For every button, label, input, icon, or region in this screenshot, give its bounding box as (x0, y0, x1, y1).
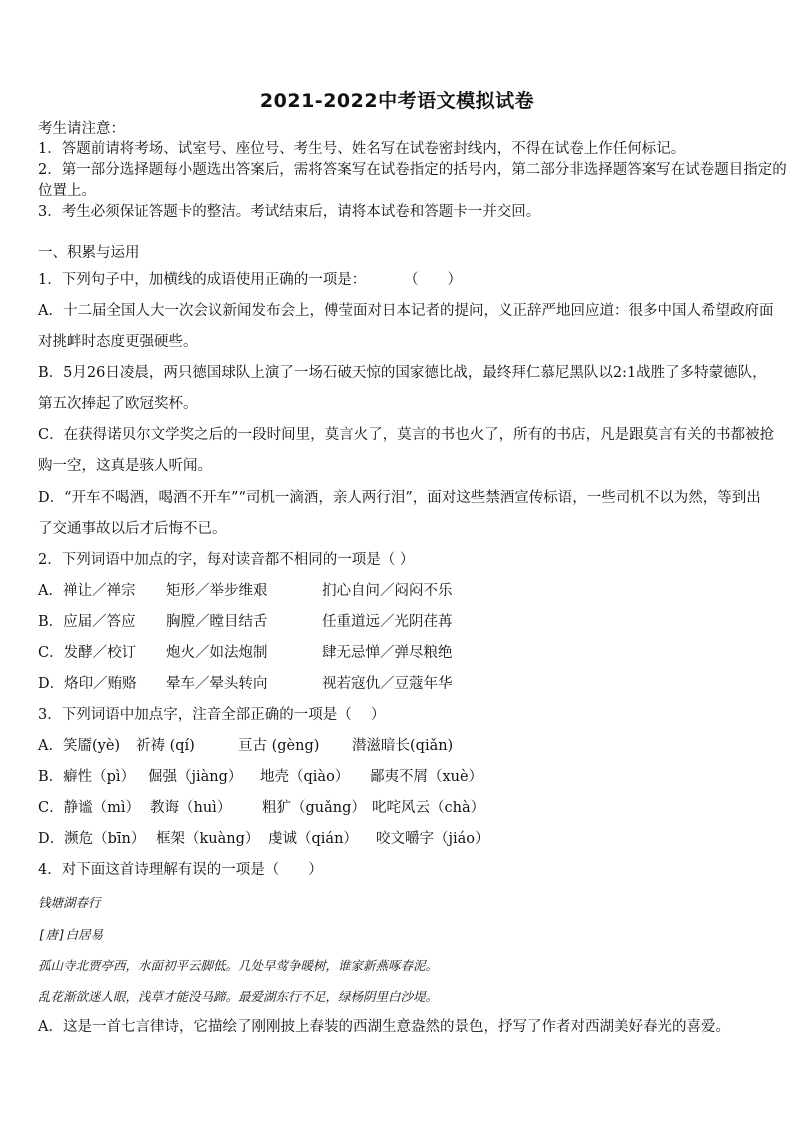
q3-option: 亘古 (gèng) (238, 738, 320, 754)
q1-line: B．5月26日凌晨，两只德国球队上演了一场石破天惊的国家德比战，最终拜仁慕尼黑队以2:1战胜了多特蒙德队， (38, 365, 767, 381)
q2-option: 肆无忌惮／弹尽粮绝 (322, 645, 453, 661)
q2-option: 炮火／如法炮制 (166, 645, 268, 661)
q1-line: D．“开车不喝酒，喝酒不开车”“司机一滴酒，亲人两行泪”，面对这些禁酒宣传标语，一些司机不以为然，等到出 (38, 490, 761, 506)
q4-stem: 4．对下面这首诗理解有误的一项是（ ） (38, 862, 323, 878)
q2-option: 晕车／晕头转向 (166, 676, 268, 692)
notice-line: 位置上。 (38, 183, 96, 199)
q1-line: A．十二届全国人大一次会议新闻发布会上，傅莹面对日本记者的提问，义正辞严地回应道：很多中国人希望政府面 (38, 303, 774, 319)
q3-option: 粗犷（guǎng） (262, 800, 366, 816)
q3-option: 祈祷 (qí) (136, 738, 195, 754)
notice-line: 2．第一部分选择题每小题选出答案后，需将答案写在试卷指定的括号内，第二部分非选择题答案写在试卷题目指定的 (38, 162, 787, 178)
q2-option: 胸膛／瞠目结舌 (166, 614, 268, 630)
q2-option: 矩形／举步维艰 (166, 583, 268, 599)
q2-option: B．应届／答应 (38, 614, 136, 630)
q3-option: 叱咤风云（chà） (372, 800, 486, 816)
q1-answer-paren: （ ） (404, 272, 462, 288)
q3-option: 倔强（jiàng） (148, 769, 243, 785)
q1-line: C．在获得诺贝尔文学奖之后的一段时间里，莫言火了，莫言的书也火了，所有的书店，凡是跟莫言有关的书都被抢 (38, 427, 775, 443)
q3-option: 虔诚（qián） (268, 831, 358, 847)
q2-option: 扪心自问／闷闷不乐 (322, 583, 453, 599)
q3-option: 教诲（huì） (150, 800, 232, 816)
q2-option: 任重道远／光阴荏苒 (322, 614, 453, 630)
q3-option: C．静谧（mì） (38, 800, 140, 816)
q4-option-a: A．这是一首七言律诗，它描绘了刚刚披上春装的西湖生意盎然的景色，抒写了作者对西湖美好春光的喜爱。 (38, 1019, 730, 1035)
page-title: 2021-2022中考语文模拟试卷 (259, 90, 535, 112)
q2-option: C．发酵／校订 (38, 645, 137, 661)
poem-title: 钱塘湖春行 (38, 895, 101, 910)
q2-option: 视若寇仇／豆蔻年华 (322, 676, 453, 692)
poem-line: 孤山寺北贾亭西，水面初平云脚低。几处早莺争暖树，谁家新燕啄春泥。 (38, 958, 439, 973)
q3-option: 地壳（qiào） (260, 769, 350, 785)
q1-line: 了交通事故以后才后悔不已。 (38, 521, 227, 537)
section-heading: 一、积累与运用 (38, 245, 140, 261)
notice-line: 1．答题前请将考场、试室号、座位号、考生号、姓名写在试卷密封线内，不得在试卷上作任何标记。 (38, 141, 686, 157)
q3-option: A．笑靥(yè) (38, 738, 121, 754)
q3-option: 框架（kuàng） (156, 831, 260, 847)
q2-option: A．禅让／禅宗 (38, 583, 136, 599)
notice-line: 3．考生必须保证答题卡的整洁。考试结束后，请将本试卷和答题卡一并交回。 (38, 204, 541, 220)
poem-author: [唐]白居易 (38, 927, 104, 942)
q1-line: 对挑衅时态度更强硬些。 (38, 334, 198, 350)
poem-line: 乱花渐欲迷人眼，浅草才能没马蹄。最爱湖东行不足，绿杨阴里白沙堤。 (38, 989, 439, 1004)
notice-heading: 考生请注意： (38, 121, 125, 137)
q3-option: 咬文嚼字（jiáo） (376, 831, 490, 847)
q1-line: 购一空，这真是骇人听闻。 (38, 458, 212, 474)
q3-stem: 3．下列词语中加点字，注音全部正确的一项是（ ） (38, 707, 386, 723)
q3-option: B．癖性（pì） (38, 769, 136, 785)
q3-option: 潜滋暗长(qiǎn) (352, 738, 454, 754)
q1-line: 第五次捧起了欧冠奖杯。 (38, 396, 198, 412)
q3-option: 鄙夷不屑（xuè） (370, 769, 484, 785)
q1-stem: 1．下列句子中，加横线的成语使用正确的一项是： (38, 272, 367, 288)
q2-stem: 2．下列词语中加点的字，每对读音都不相同的一项是（ ） (38, 552, 415, 568)
q3-option: D．濒危（bīn） (38, 831, 146, 847)
q2-option: D．烙印／贿赂 (38, 676, 137, 692)
